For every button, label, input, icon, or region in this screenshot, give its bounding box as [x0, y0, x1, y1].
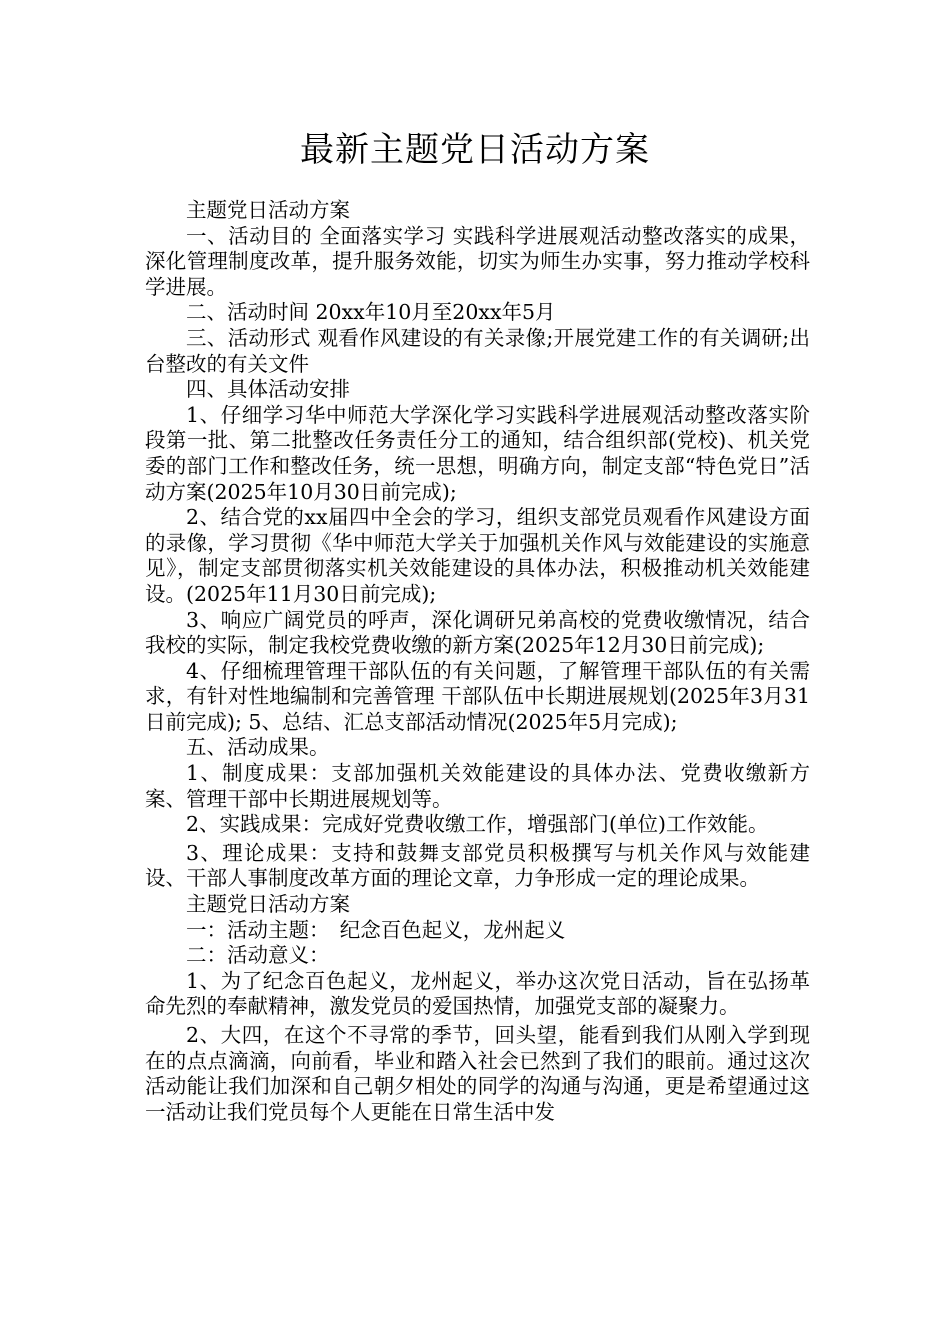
paragraph-time: 二、活动时间 20xx年10月至20xx年5月 [186, 300, 556, 325]
paragraph-result-1: 1、制度成果：支部加强机关效能建设的具体办法、党费收缴新方案、管理干部中长期进展规划等。 [145, 761, 810, 811]
paragraph-result-3: 3、理论成果：支持和鼓舞支部党员积极撰写与机关作风与效能建设、干部人事制度改革方面的理论文章，力争形成一定的理论成果。 [145, 840, 810, 891]
paragraph-significance-1: 1、为了纪念百色起义，龙州起义，举办这次党日活动，旨在弘扬革命先烈的奉献精神，激发党员的爱国热情，加强党支部的凝聚力。 [145, 968, 810, 1019]
paragraph-arrangement-2: 2、结合党的xx届四中全会的学习，组织支部党员观看作风建设方面的录像，学习贯彻《华中师范大学关于加强机关作风与效能建设的实施意见》，制定支部贯彻落实机关效能建设的具体办法，积极推动机关效能建设。(2025年11月30日前完成); [145, 505, 810, 606]
paragraph-heading-2: 主题党日活动方案 [186, 892, 350, 917]
paragraph-arrangement-1: 1、仔细学习华中师范大学深化学习实践科学进展观活动整改落实阶段第一批、第二批整改任务责任分工的通知，结合组织部(党校)、机关党委的部门工作和整改任务，统一思想，明确方向，制定支部“特色党日”活动方案(2025年10月30日前完成); [145, 402, 810, 504]
document-body [145, 198, 810, 1125]
paragraph-significance-2: 2、大四，在这个不寻常的季节，回头望，能看到我们从刚入学到现在的点点滴滴，向前看，毕业和踏入社会已然到了我们的眼前。通过这次活动能让我们加深和自己朝夕相处的同学的沟通与沟通，更是希望通过这一活动让我们党员每个人更能在日常生活中发 [145, 1023, 810, 1124]
document-title: 最新主题党日活动方案 [300, 130, 650, 170]
paragraph-theme: 一：活动主题： 纪念百色起义，龙州起义 [186, 917, 566, 942]
paragraph-purpose: 一、活动目的 全面落实学习 实践科学进展观活动整改落实的成果，深化管理制度改革，提升服务效能，切实为师生办实事，努力推动学校科学进展。 [145, 223, 810, 299]
paragraph-result-2: 2、实践成果：完成好党费收缴工作，增强部门(单位)工作效能。 [186, 812, 769, 837]
paragraph-arrangement-3: 3、响应广阔党员的呼声，深化调研兄弟高校的党费收缴情况，结合我校的实际，制定我校党费收缴的新方案(2025年12月30日前完成); [145, 607, 810, 658]
paragraph-form: 三、活动形式 观看作风建设的有关录像;开展党建工作的有关调研;出台整改的有关文件 [145, 325, 810, 376]
paragraph-results-heading: 五、活动成果。 [186, 735, 330, 760]
paragraph-heading-1: 主题党日活动方案 [186, 198, 350, 222]
paragraph-arrangement-heading: 四、具体活动安排 [186, 377, 350, 402]
paragraph-arrangement-4: 4、仔细梳理管理干部队伍的有关问题，了解管理干部队伍的有关需求，有针对性地编制和完善管理 干部队伍中长期进展规划(2025年3月31日前完成); 5、总结、汇总支部活动情况(2025年5月完成); [145, 658, 810, 734]
paragraph-significance-heading: 二：活动意义： [186, 943, 330, 968]
